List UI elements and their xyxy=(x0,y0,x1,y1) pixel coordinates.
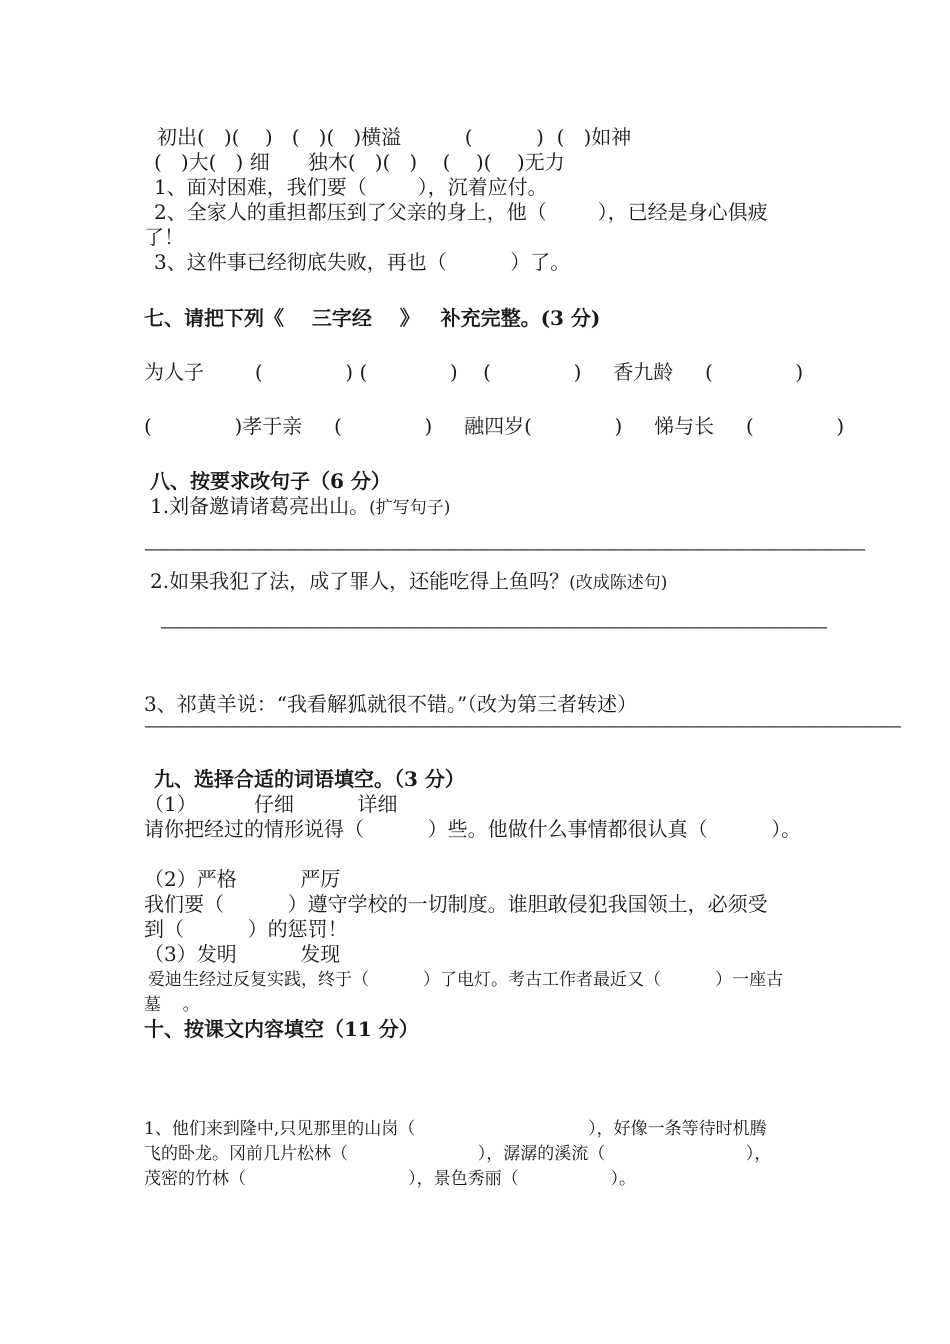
recite-line-1: 1、他们来到隆中,只见那里的山岗（ ），好像一条等待时机腾 xyxy=(144,1119,767,1139)
rewrite-question-1-text: 1.刘备邀请诸葛亮出山。 xyxy=(150,494,370,518)
rewrite-question-2-note: (改成陈述句) xyxy=(569,573,668,593)
section-7-heading: 七、请把下列《 三字经 》 补充完整。(3 分) xyxy=(144,306,601,330)
section-10-heading: 十、按课文内容填空（11 分） xyxy=(144,1017,419,1041)
fill-sentence-2: 2、全家人的重担都压到了父亲的身上，他（ ），已经是身心俱疲 xyxy=(154,200,768,224)
rewrite-question-1-note: (扩写句子) xyxy=(369,498,451,518)
word-choice-2: （2）严格 严厉 xyxy=(144,867,341,891)
answer-line-2[interactable]: ————————————————————————————————————— xyxy=(160,614,826,638)
word-choice-1-sentence: 请你把经过的情形说得（ ）些。他做什么事情都很认真（ ）。 xyxy=(144,817,802,841)
sanzijing-row-2: ( )孝于亲 ( ) 融四岁( ) 悌与长 ( ) xyxy=(144,414,845,438)
answer-line-1[interactable]: ———————————————————————————————————————— xyxy=(144,536,864,560)
fill-sentence-1: 1、面对困难，我们要（ ），沉着应付。 xyxy=(154,175,548,199)
rewrite-question-2 xyxy=(150,569,667,595)
recite-line-3: 茂密的竹林（ ），景色秀丽（ ）。 xyxy=(144,1169,636,1189)
word-choice-2-sentence: 我们要（ ）遵守学校的一切制度。谁胆敢侵犯我国领土，必须受 xyxy=(144,892,768,916)
idiom-line-1: 初出( )( ) ( )( )横溢 ( ) ( )如神 xyxy=(157,125,632,149)
recite-line-2: 飞的卧龙。冈前几片松林（ ），潺潺的溪流（ ）， xyxy=(144,1144,772,1164)
word-choice-3-sentence: 爱迪生经过反复实践，终于（ ）了电灯。考古工作者最近又（ ）一座古 xyxy=(148,970,784,990)
rewrite-question-1 xyxy=(150,494,450,520)
sanzijing-row-1: 为人子 ( ) ( ) ( ) 香九龄 ( ) xyxy=(144,360,804,384)
word-choice-3: （3）发明 发现 xyxy=(144,942,341,966)
section-9-heading: 九、选择合适的词语填空。（3 分） xyxy=(154,767,465,791)
word-choice-2-sentence-cont: 到（ ）的惩罚！ xyxy=(144,917,348,941)
word-choice-3-sentence-cont: 墓 。 xyxy=(144,995,200,1015)
rewrite-question-3: 3、祁黄羊说：“我看解狐就很不错。”（改为第三者转述） xyxy=(144,692,638,716)
fill-sentence-3: 3、这件事已经彻底失败，再也（ ）了。 xyxy=(154,250,571,274)
section-8-heading: 八、按要求改句子（6 分） xyxy=(150,469,391,493)
word-choice-1: （1） 仔细 详细 xyxy=(144,792,398,816)
fill-sentence-2-cont: 了！ xyxy=(144,225,184,249)
idiom-line-2: ( )大( ) 细 独木( )( ) ( )( )无力 xyxy=(154,150,565,174)
answer-line-3[interactable]: —————————————————————————————————————————— xyxy=(144,713,900,737)
rewrite-question-2-text: 2.如果我犯了法，成了罪人，还能吃得上鱼吗？ xyxy=(150,569,570,593)
